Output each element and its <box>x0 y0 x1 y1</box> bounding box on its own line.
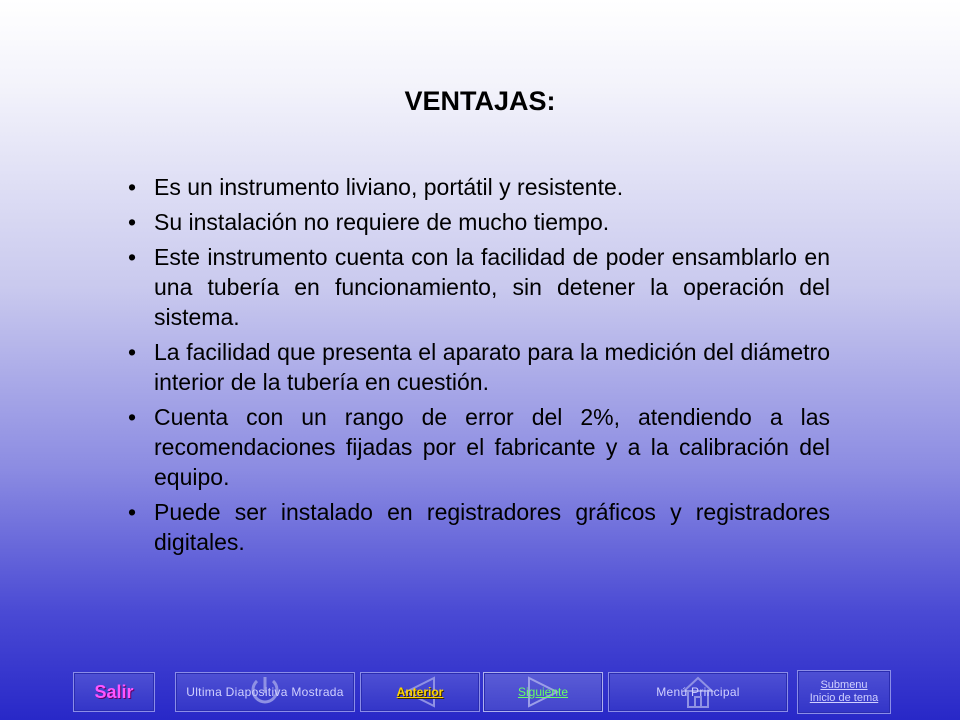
bullet-dot: • <box>128 499 137 525</box>
submenu-button[interactable] <box>797 670 891 714</box>
bullet-text: La facilidad que presenta el aparato para la medición del diámetro interior de la tubería en cuestión. <box>154 339 830 395</box>
last-slide-button[interactable] <box>175 672 355 712</box>
exit-button[interactable] <box>73 672 155 712</box>
bullet-dot: • <box>128 174 137 200</box>
bullet-text: Puede ser instalado en registradores gráficos y registradores digitales. <box>154 499 830 555</box>
main-menu-button[interactable] <box>608 672 788 712</box>
bullet-item <box>128 242 830 332</box>
previous-button[interactable] <box>360 672 480 712</box>
bullet-text: Su instalación no requiere de mucho tiempo. <box>154 209 610 235</box>
bullet-text: Es un instrumento liviano, portátil y resistente. <box>154 174 624 200</box>
main-menu-button-label: Menú Principal <box>656 685 740 699</box>
bullet-list <box>128 172 830 562</box>
last-slide-button-label: Ultima Diapositiva Mostrada <box>186 685 344 699</box>
bullet-item <box>128 207 830 237</box>
submenu-label: Submenu <box>820 679 868 691</box>
bullet-dot: • <box>128 209 137 235</box>
topic-start-label: Inicio de tema <box>809 692 879 704</box>
bullet-dot: • <box>128 339 137 365</box>
next-button[interactable] <box>483 672 603 712</box>
bullet-item <box>128 172 830 202</box>
bullet-item <box>128 402 830 492</box>
next-button-label: Siguiente <box>517 685 569 699</box>
bullet-dot: • <box>128 404 137 430</box>
bullet-text: Este instrumento cuenta con la facilidad de poder ensamblarlo en una tubería en funcionamiento, sin detener la operación del sistema. <box>154 244 830 330</box>
previous-button-label: Anterior <box>396 685 444 699</box>
bullet-item <box>128 337 830 397</box>
slide-title: VENTAJAS: <box>404 86 556 116</box>
bullet-text: Cuenta con un rango de error del 2%, atendiendo a las recomendaciones fijadas por el fabricante y a la calibración del equipo. <box>154 404 830 490</box>
bullet-dot: • <box>128 244 137 270</box>
exit-button-label: Salir <box>94 681 134 702</box>
bullet-item <box>128 497 830 557</box>
